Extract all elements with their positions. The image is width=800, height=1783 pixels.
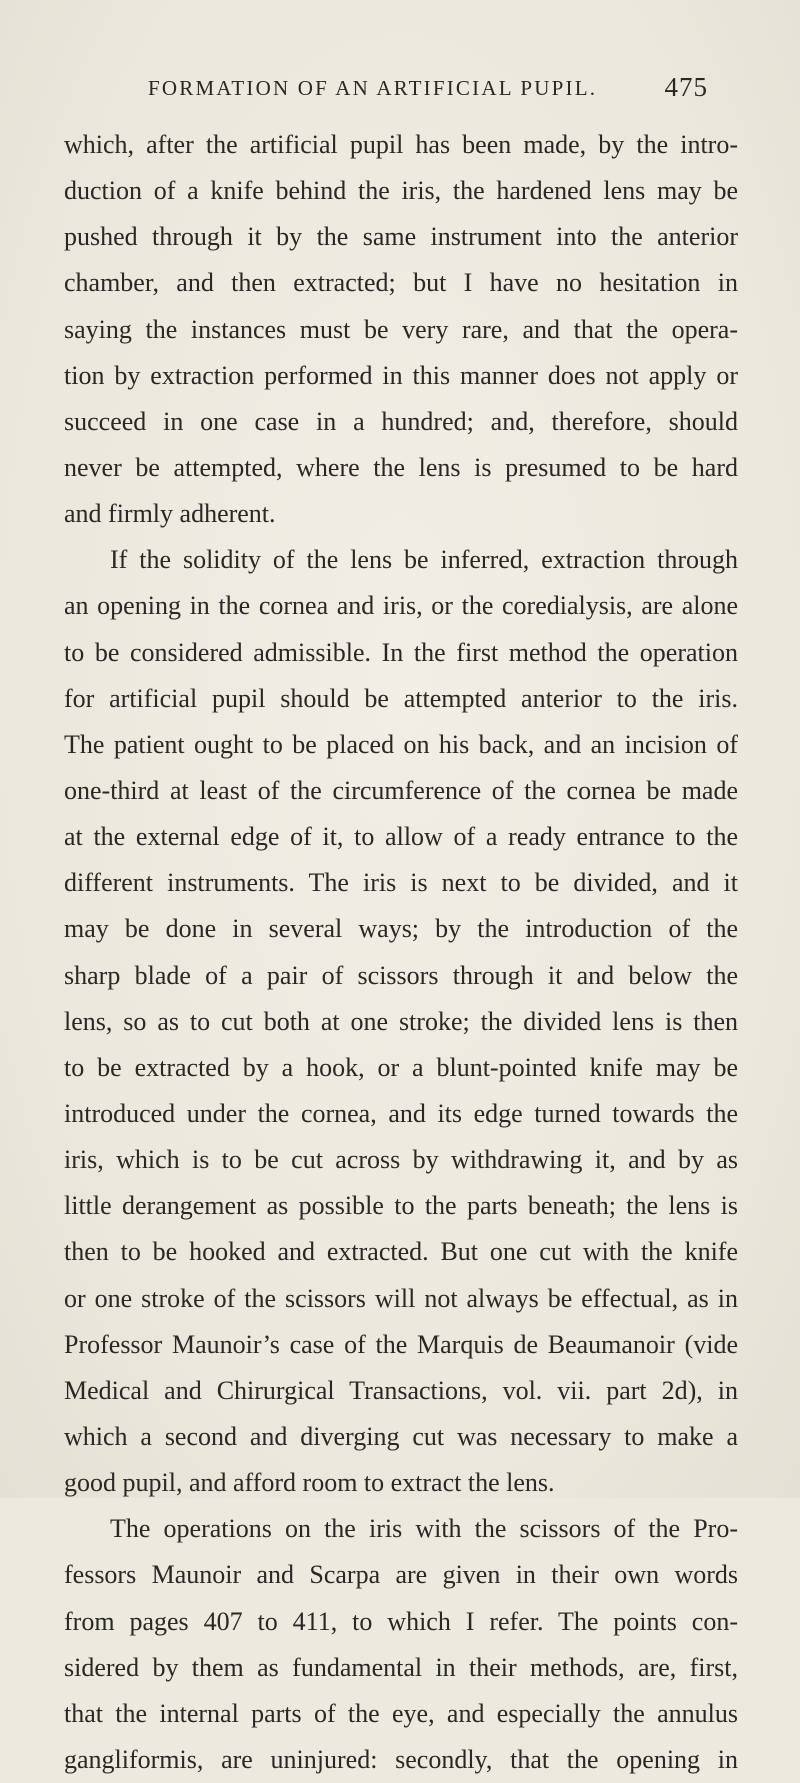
text-line: from pages 407 to 411, to which I refer. The points con- (64, 1606, 738, 1636)
text-line: which a second and diverging cut was necessary to make a (64, 1421, 738, 1451)
text-line: duction of a knife behind the iris, the hardened lens may be (64, 176, 738, 206)
text-line: iris, which is to be cut across by withdrawing it, and by as (64, 1145, 738, 1175)
text-line: chamber, and then extracted; but I have no hesitation in (64, 268, 738, 298)
text-line: introduced under the cornea, and its edge turned towards the (64, 1098, 738, 1128)
text-line: gangliformis, are uninjured: secondly, that the opening in (64, 1744, 738, 1774)
text-line: which, after the artificial pupil has been made, by the intro- (64, 130, 738, 159)
text-line: succeed in one case in a hundred; and, therefore, should (64, 406, 738, 436)
text-line: pushed through it by the same instrument into the anterior (64, 222, 738, 252)
text-line: saying the instances must be very rare, and that the opera- (64, 314, 738, 344)
text-line: that the internal parts of the eye, and especially the annulus (64, 1698, 738, 1728)
text-line: then to be hooked and extracted. But one cut with the knife (64, 1237, 738, 1267)
text-line: The operations on the iris with the scissors of the Pro- (110, 1514, 738, 1544)
text-line: tion by extraction performed in this manner does not apply or (64, 360, 738, 390)
page-header (148, 72, 708, 108)
text-line: Professor Maunoir’s case of the Marquis de Beaumanoir (vide (64, 1329, 738, 1359)
text-line: and firmly adherent. (64, 499, 276, 529)
text-line: or one stroke of the scissors will not always be effectual, as in (64, 1283, 738, 1313)
body-text (64, 122, 738, 1783)
text-line: The patient ought to be placed on his back, and an incision of (64, 729, 738, 759)
text-line: lens, so as to cut both at one stroke; the divided lens is then (64, 1006, 738, 1036)
text-line: If the solidity of the lens be inferred, extraction through (110, 545, 738, 575)
running-head: FORMATION OF AN ARTIFICIAL PUPIL. (148, 76, 598, 100)
text-line: to be extracted by a hook, or a blunt-pointed knife may be (64, 1052, 738, 1082)
text-line: never be attempted, where the lens is presumed to be hard (64, 452, 738, 482)
text-line: different instruments. The iris is next to be divided, and it (64, 868, 738, 898)
text-line: one-third at least of the circumference of the cornea be made (64, 775, 738, 805)
text-line: an opening in the cornea and iris, or the coredialysis, are alone (64, 591, 738, 621)
text-line: to be considered admissible. In the first method the operation (64, 637, 738, 667)
text-line: fessors Maunoir and Scarpa are given in their own words (64, 1560, 738, 1590)
text-line: at the external edge of it, to allow of a ready entrance to the (64, 822, 738, 852)
text-line: sidered by them as fundamental in their methods, are, first, (64, 1652, 738, 1682)
page-number: 475 (664, 72, 708, 102)
text-line: Medical and Chirurgical Transactions, vol. vii. part 2d), in (64, 1375, 738, 1405)
text-line: little derangement as possible to the parts beneath; the lens is (64, 1191, 738, 1221)
text-line: may be done in several ways; by the introduction of the (64, 914, 738, 944)
text-line: for artificial pupil should be attempted anterior to the iris. (64, 683, 738, 713)
text-line: sharp blade of a pair of scissors through it and below the (64, 960, 738, 990)
text-line: good pupil, and afford room to extract the lens. (64, 1468, 555, 1498)
